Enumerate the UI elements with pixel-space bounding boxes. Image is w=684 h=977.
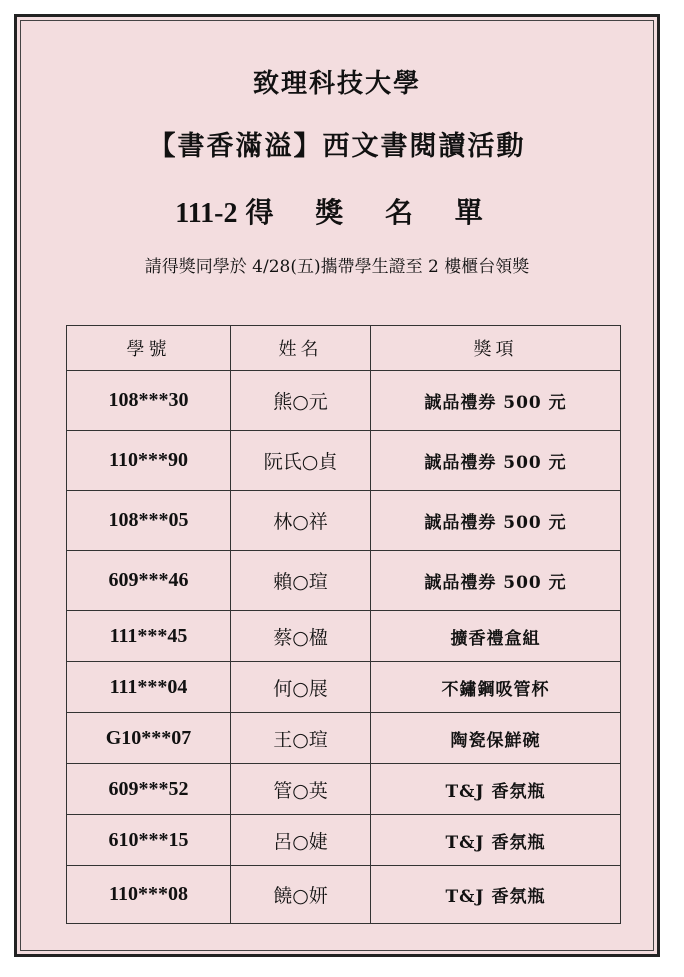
event-title: 【書香滿溢】西文書閱讀活動 (148, 131, 526, 162)
table-row (67, 764, 621, 815)
term-label: 111-2 (175, 198, 238, 229)
table-row (67, 491, 621, 551)
prize-cell: 誠品禮券 500 元 (371, 551, 621, 611)
student-id-cell: G10***07 (67, 713, 231, 764)
name-cell: 林○祥 (231, 491, 371, 551)
table-row (67, 431, 621, 491)
column-header-student-id: 學號 (67, 326, 231, 371)
name-cell: 阮氏○貞 (231, 431, 371, 491)
pickup-notice: 請得獎同學於 4/28(五)攜帶學生證至 2 樓櫃台領獎 (144, 257, 530, 277)
award-list-title (17, 191, 657, 231)
student-id-cell: 111***04 (67, 662, 231, 713)
table-row (67, 611, 621, 662)
table-row (67, 371, 621, 431)
prize-cell: T&J 香氛瓶 (371, 815, 621, 866)
student-id-cell: 108***05 (67, 491, 231, 551)
prize-cell: 誠品禮券 500 元 (371, 371, 621, 431)
student-id-cell: 111***45 (67, 611, 231, 662)
name-cell: 賴○瑄 (231, 551, 371, 611)
table-row (67, 866, 621, 924)
prize-cell: 擴香禮盒組 (371, 611, 621, 662)
student-id-cell: 108***30 (67, 371, 231, 431)
document-page (14, 14, 660, 957)
prize-cell: 誠品禮券 500 元 (371, 431, 621, 491)
table-header-row (67, 326, 621, 371)
column-header-prize: 獎項 (371, 326, 621, 371)
name-cell: 呂○婕 (231, 815, 371, 866)
prize-cell: 誠品禮券 500 元 (371, 491, 621, 551)
student-id-cell: 610***15 (67, 815, 231, 866)
name-cell: 管○英 (231, 764, 371, 815)
student-id-cell: 609***52 (67, 764, 231, 815)
name-cell: 王○瑄 (231, 713, 371, 764)
prize-cell: 陶瓷保鮮碗 (371, 713, 621, 764)
student-id-cell: 609***46 (67, 551, 231, 611)
table-row (67, 551, 621, 611)
name-cell: 何○展 (231, 662, 371, 713)
name-cell: 饒○妍 (231, 866, 371, 924)
university-title: 致理科技大學 (252, 69, 421, 99)
student-id-cell: 110***08 (67, 866, 231, 924)
table-row (67, 662, 621, 713)
prize-cell: 不鏽鋼吸管杯 (371, 662, 621, 713)
winners-table (66, 325, 621, 924)
student-id-cell: 110***90 (67, 431, 231, 491)
table-row (67, 815, 621, 866)
name-cell: 熊○元 (231, 371, 371, 431)
prize-cell: T&J 香氛瓶 (371, 764, 621, 815)
table-row (67, 713, 621, 764)
name-cell: 蔡○楹 (231, 611, 371, 662)
column-header-name: 姓名 (231, 326, 371, 371)
award-heading: 得 獎 名 單 (245, 196, 499, 229)
prize-cell: T&J 香氛瓶 (371, 866, 621, 924)
